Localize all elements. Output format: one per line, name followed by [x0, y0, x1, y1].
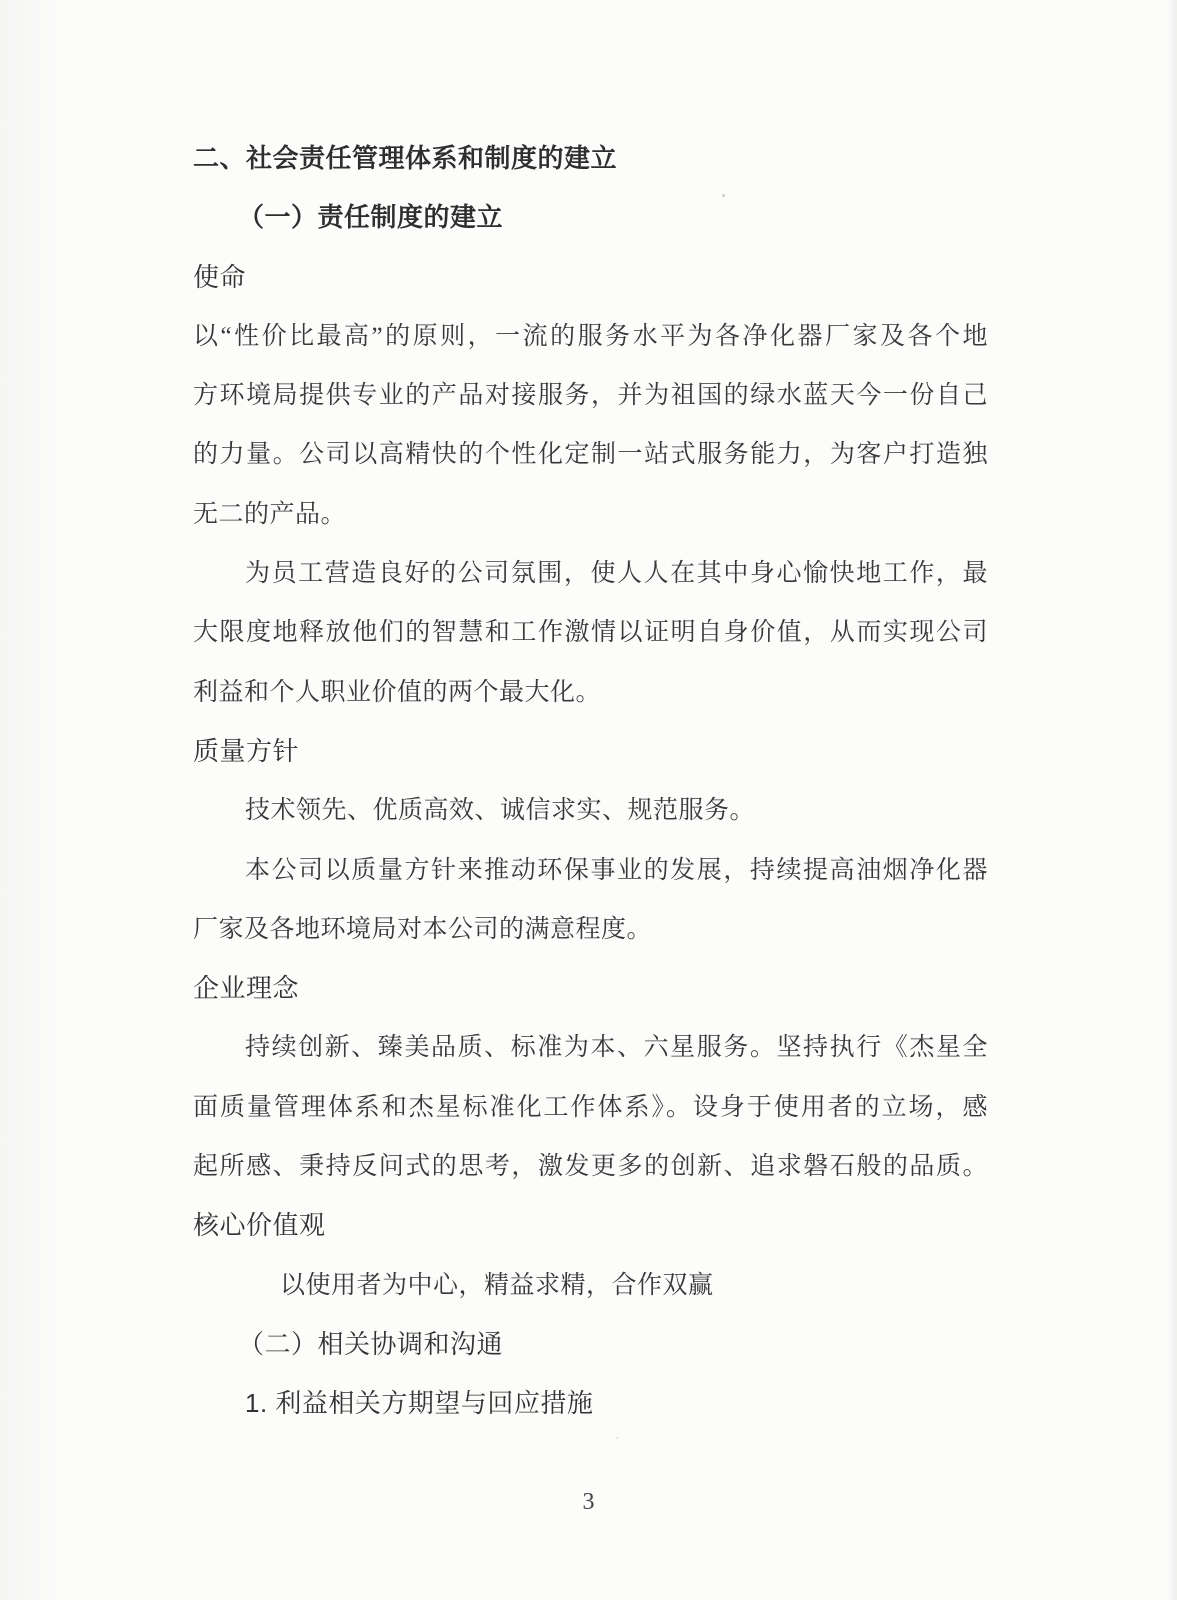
body-text-line: 大限度地释放他们的智慧和工作激情以证明自身价值，从而实现公司: [193, 619, 988, 647]
document-body: [193, 129, 988, 1434]
page-number: 3: [582, 1489, 595, 1515]
subheading-line: （二）相关协调和沟通: [238, 1328, 504, 1359]
body-text-line: 本公司以质量方针来推动环保事业的发展，持续提高油烟净化器: [245, 856, 988, 884]
body-text-line: 方环境局提供专业的产品对接服务，并为祖国的绿水蓝天今一份自己: [193, 382, 988, 410]
scan-speck: [616, 1437, 618, 1439]
body-text-line: 的力量。公司以高精快的个性化定制一站式服务能力，为客户打造独: [193, 441, 988, 469]
body-text-line: 无二的产品。: [193, 500, 347, 528]
subheading-line: 企业理念: [193, 973, 300, 1004]
body-text-line: 面质量管理体系和杰星标准化工作体系》。设身于使用者的立场，感: [193, 1093, 988, 1121]
body-text-line: 技术领先、优质高效、诚信求实、规范服务。: [245, 797, 756, 825]
body-text-line: 利益和个人职业价值的两个最大化。: [193, 678, 602, 706]
subheading-line: 核心价值观: [193, 1210, 326, 1241]
subheading-line: 质量方针: [193, 735, 300, 766]
subheading-line: 使命: [193, 261, 247, 292]
body-text-line: 持续创新、臻美品质、标准为本、六星服务。坚持执行《杰星全: [245, 1034, 988, 1062]
body-text-line: 以“性价比最高”的原则，一流的服务水平为各净化器厂家及各个地: [193, 322, 988, 350]
heading-line: （一）责任制度的建立: [238, 202, 504, 233]
subheading-line: 1. 利益相关方期望与回应措施: [245, 1388, 594, 1419]
body-text-line: 以使用者为中心，精益求精，合作双赢: [280, 1271, 714, 1299]
heading-line: 二、社会责任管理体系和制度的建立: [193, 143, 618, 173]
body-text-line: 厂家及各地环境局对本公司的满意程度。: [193, 915, 653, 943]
body-text-line: 为员工营造良好的公司氛围，使人人在其中身心愉快地工作，最: [245, 560, 988, 588]
body-text-line: 起所感、秉持反问式的思考，激发更多的创新、追求磐石般的品质。: [193, 1153, 988, 1181]
